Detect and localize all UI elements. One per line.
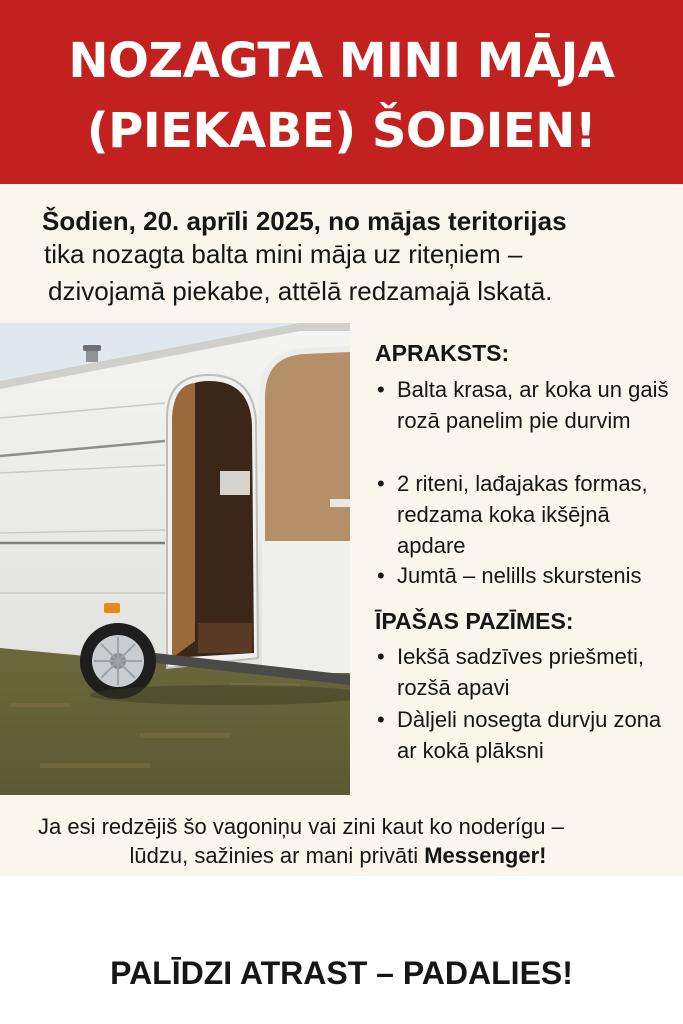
- bullet-icon: •: [377, 563, 385, 588]
- features-heading: ĪPAŠAS PAZĪMES:: [375, 608, 574, 634]
- footer-area: [0, 876, 683, 1024]
- description-item: • Balta krasa, ar koka un gaiš rozā panelim pie durvim: [375, 374, 680, 467]
- intro-line-3: dzivojamā piekabe, attēlā redzamajā lskatā.: [48, 276, 553, 306]
- intro-line-1: Šodien, 20. aprīli 2025, no mājas teritorijas: [42, 206, 567, 236]
- description-heading: APRAKSTS:: [375, 340, 510, 366]
- messenger-label: Messenger!: [424, 843, 547, 868]
- intro-line-2: tika nozagta balta mini māja uz riteņiem –: [44, 239, 523, 269]
- bullet-icon: •: [377, 644, 385, 669]
- trailer-photo: [0, 323, 350, 795]
- headline-line-2: (PIEKABE) ŠODIEN!: [86, 103, 597, 159]
- bullet-icon: •: [377, 707, 385, 732]
- headline-banner: [0, 0, 683, 184]
- bullet-icon: •: [377, 471, 385, 496]
- cta-line-2-text: lūdzu, sažinies ar mani privāti: [129, 843, 425, 868]
- description-item: • Jumtā – nelills skurstenis: [375, 560, 680, 591]
- cta-line-2: [38, 843, 638, 869]
- bullet-icon: •: [377, 377, 385, 402]
- feature-item: • Dàljeli nosegta durvju zona ar kokā plāksni: [375, 704, 680, 766]
- cta-line-1: Ja esi redzējiš šo vagoniņu vai zini kaut ko noderígu –: [38, 814, 564, 839]
- headline-line-1: NOZAGTA MINI MĀJA: [68, 33, 615, 89]
- feature-item: • Iekšā sadzīves priešmeti, rozšā apavi: [375, 641, 680, 703]
- description-item: • 2 riteni, lađajakas formas, redzama koka ikšējnā apdare: [375, 468, 680, 561]
- footer-slogan: PALĪDZI ATRAST – PADALIES!: [110, 955, 573, 991]
